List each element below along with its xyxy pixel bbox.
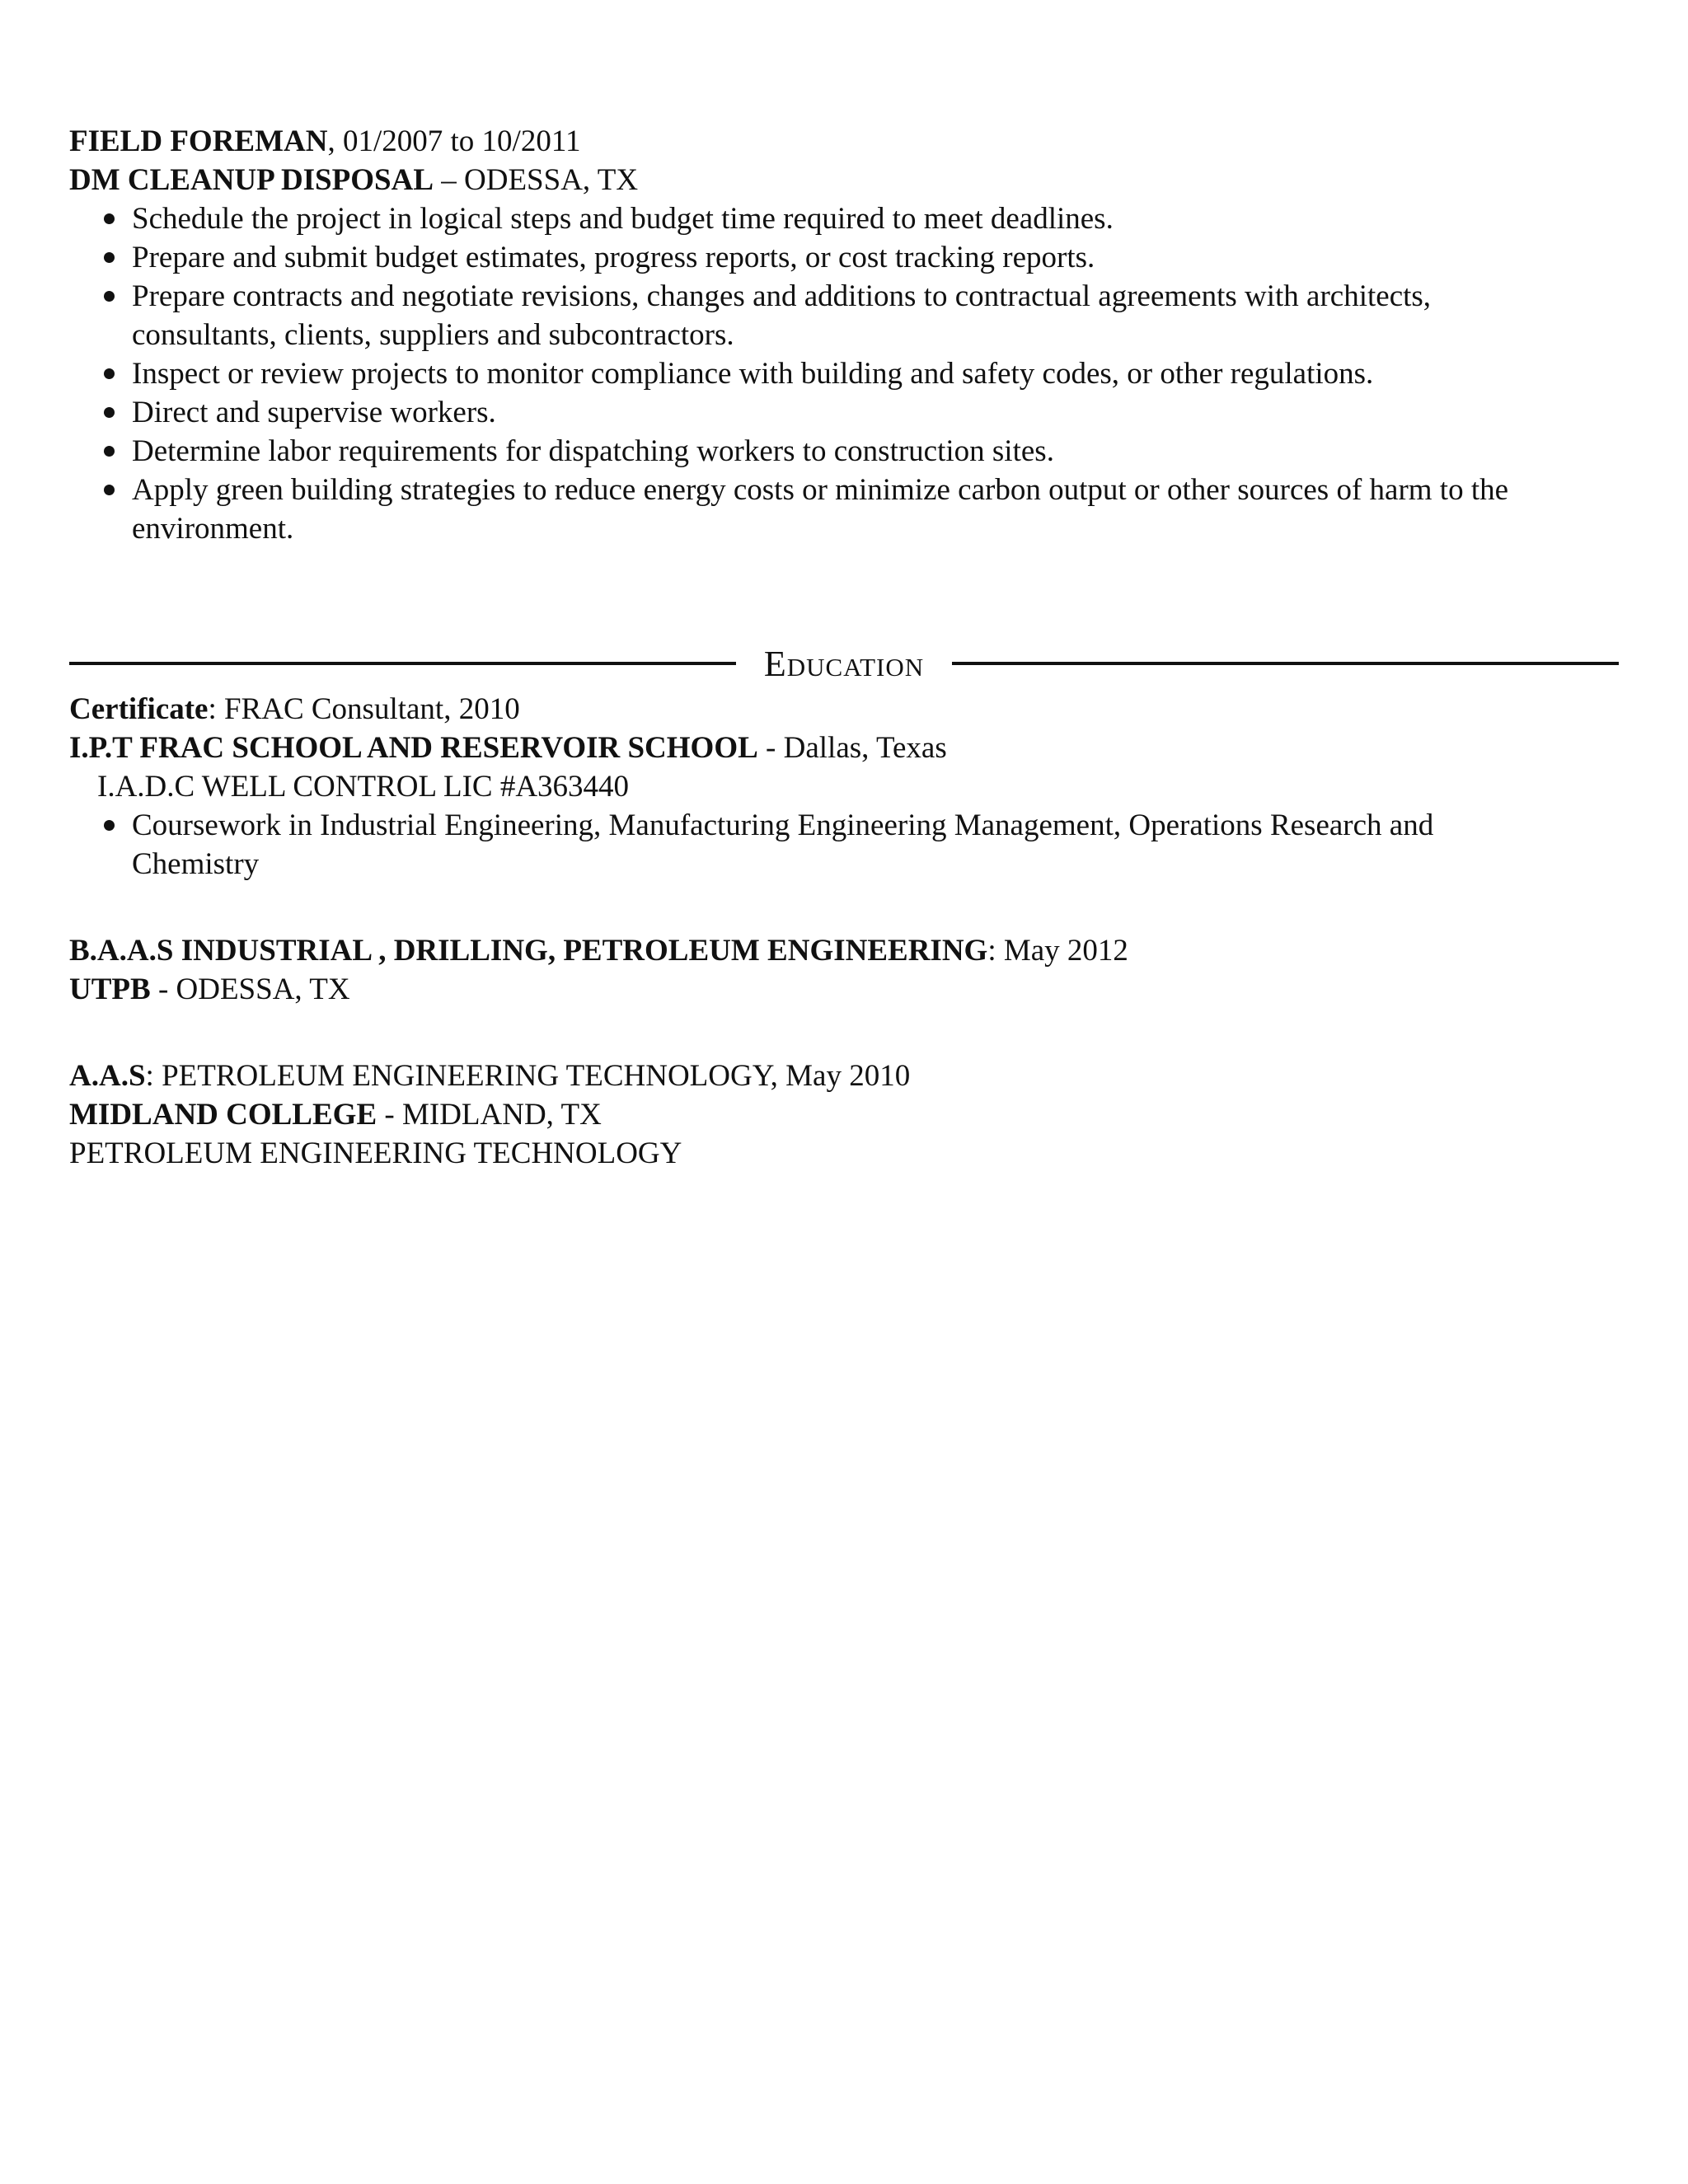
resume-page bbox=[69, 122, 1619, 1173]
degree-field: PETROLEUM ENGINEERING TECHNOLOGY, May 2010 bbox=[162, 1059, 911, 1093]
school-line: I.P.T FRAC SCHOOL AND RESERVOIR SCHOOL - Dallas, Texas bbox=[69, 731, 947, 765]
education-entry bbox=[69, 931, 1619, 1009]
bullet-icon bbox=[104, 368, 115, 379]
school-location: MIDLAND, TX bbox=[401, 1098, 602, 1132]
bullet-icon bbox=[104, 820, 115, 831]
degree: Certificate bbox=[69, 692, 209, 726]
bullet-icon bbox=[104, 446, 115, 457]
degree: B.A.A.S INDUSTRIAL , DRILLING, PETROLEUM ENGINEERING bbox=[69, 934, 988, 968]
heading-rule-right bbox=[952, 662, 1619, 665]
list-item: Prepare contracts and negotiate revisions, changes and additions to contractual agreements with architects, consultants, clients, suppliers and subcontractors. bbox=[69, 277, 1619, 354]
degree-line: A.A.S: PETROLEUM ENGINEERING TECHNOLOGY, May 2010 bbox=[69, 1059, 911, 1093]
degree-field: May 2012 bbox=[1003, 934, 1128, 968]
job-duties-list bbox=[69, 199, 1619, 548]
education-note: I.A.D.C WELL CONTROL LIC #A363440 bbox=[97, 770, 630, 804]
education-heading: Education bbox=[763, 643, 925, 684]
bullet-icon bbox=[104, 252, 115, 263]
company-location: ODESSA, TX bbox=[464, 163, 639, 197]
list-item: Coursework in Industrial Engineering, Manufacturing Engineering Management, Operations Research and Chemistry bbox=[69, 806, 1619, 883]
education-section-heading bbox=[69, 640, 1619, 687]
school-line: UTPB - ODESSA, TX bbox=[69, 972, 350, 1006]
list-item: Apply green building strategies to reduce energy costs or minimize carbon output or other sources of harm to the environment. bbox=[69, 471, 1619, 548]
coursework-list bbox=[69, 806, 1619, 883]
bullet-icon bbox=[104, 407, 115, 418]
spacer bbox=[69, 1009, 1619, 1057]
list-item: Direct and supervise workers. bbox=[69, 393, 1619, 432]
job-title: FIELD FOREMAN bbox=[69, 124, 328, 158]
school-name: MIDLAND COLLEGE bbox=[69, 1098, 377, 1132]
education-entry bbox=[69, 1057, 1619, 1173]
company-name: DM CLEANUP DISPOSAL bbox=[69, 163, 434, 197]
company-line: DM CLEANUP DISPOSAL – ODESSA, TX bbox=[69, 163, 639, 197]
bullet-icon bbox=[104, 213, 115, 224]
school-location: ODESSA, TX bbox=[176, 972, 350, 1006]
degree-field: FRAC Consultant, 2010 bbox=[223, 692, 520, 726]
education-note: PETROLEUM ENGINEERING TECHNOLOGY bbox=[69, 1137, 682, 1170]
degree: A.A.S bbox=[69, 1059, 146, 1093]
school-line: MIDLAND COLLEGE - MIDLAND, TX bbox=[69, 1098, 602, 1132]
bullet-icon bbox=[104, 485, 115, 495]
school-location: Dallas, Texas bbox=[783, 731, 947, 765]
bullet-icon bbox=[104, 291, 115, 302]
list-item: Prepare and submit budget estimates, progress reports, or cost tracking reports. bbox=[69, 238, 1619, 277]
degree-line: B.A.A.S INDUSTRIAL , DRILLING, PETROLEUM ENGINEERING: May 2012 bbox=[69, 934, 1128, 968]
spacer bbox=[69, 883, 1619, 931]
school-name: I.P.T FRAC SCHOOL AND RESERVOIR SCHOOL bbox=[69, 731, 758, 765]
list-item: Schedule the project in logical steps and budget time required to meet deadlines. bbox=[69, 199, 1619, 238]
list-item: Inspect or review projects to monitor compliance with building and safety codes, or other regulations. bbox=[69, 354, 1619, 393]
list-item: Determine labor requirements for dispatching workers to construction sites. bbox=[69, 432, 1619, 471]
job-title-line: FIELD FOREMAN, 01/2007 to 10/2011 bbox=[69, 124, 581, 158]
degree-line: Certificate: FRAC Consultant, 2010 bbox=[69, 692, 520, 726]
school-name: UTPB bbox=[69, 972, 151, 1006]
education-entry bbox=[69, 690, 1619, 883]
job-dates: 01/2007 to 10/2011 bbox=[342, 124, 581, 158]
experience-entry bbox=[69, 122, 1619, 548]
heading-rule-left bbox=[69, 662, 736, 665]
